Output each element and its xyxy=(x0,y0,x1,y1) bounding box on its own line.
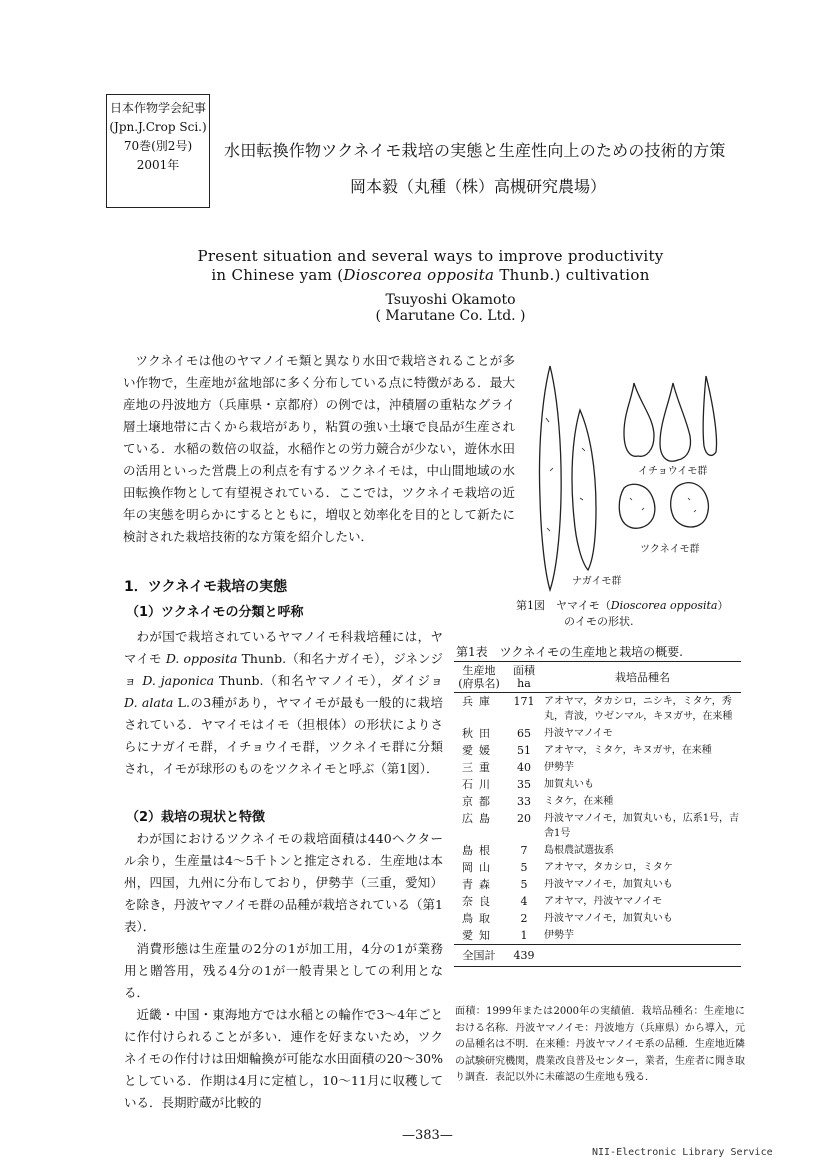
header-variety: 栽培品種名 xyxy=(544,662,741,693)
table-body xyxy=(454,693,741,967)
cell-pref: 鳥取 xyxy=(462,912,496,925)
journal-citation-box xyxy=(106,94,210,208)
cultivation-paragraph-2: 消費形態は生産量の2分の1が加工用，4分の1が業務用と贈答用，残る4分の1が一般青果としての利用となる． xyxy=(124,941,443,1000)
cell-area: 20 xyxy=(517,812,531,825)
label-tsukune-group: ツクネイモ群 xyxy=(640,544,700,555)
cell-pref: 京都 xyxy=(462,795,496,808)
cell-area: 4 xyxy=(520,895,528,908)
author-affiliation-jp: 岡本毅（丸種（株）高槻研究農場） xyxy=(350,177,607,196)
production-table xyxy=(454,661,741,967)
cell-variety: 丹波ヤマノイモ，加賀丸いも，広系1号，吉舎1号 xyxy=(544,813,740,839)
yam-shapes-figure xyxy=(520,358,752,598)
cell-variety: ミタケ，在来種 xyxy=(544,796,614,807)
label-naga-group: ナガイモ群 xyxy=(572,576,622,587)
icho-tuber-3 xyxy=(703,376,716,455)
table-row xyxy=(454,927,741,945)
table-row xyxy=(454,893,741,910)
affiliation-en: ( Marutane Co. Ltd. ) xyxy=(375,308,526,324)
cell-area: 33 xyxy=(517,795,531,808)
cell-pref: 兵庫 xyxy=(462,695,496,708)
intro-paragraph: ツクネイモは他のヤマノイモ類と異なり水田で栽培されることが多い作物で，生産地が盆地部に多く分布している点に特徴がある．最大産地の丹波地方（兵庫県・京都府）の例では，沖積層の重粘なグライ層土壌地帯に古くから栽培があり，粘質の強い土壌で良品が生産されている．水稲の数倍の収益，水稲作との労力競合が少ない，遊休水田の活用といった営農上の利点を有するツクネイモは，中山間地域の水田転換作物として有望視されている．ここでは，ツクネイモ栽培の近年の実態を明らかにするとともに，増収と効率化を目的として新たに検討された栽培技術的な方策を紹介したい． xyxy=(123,353,515,544)
cell-area: 65 xyxy=(517,727,531,740)
footer-service: NII-Electronic Library Service xyxy=(592,1147,773,1158)
cell-variety: アオヤマ，丹波ヤマノイモ xyxy=(544,896,663,907)
tsukune-tuber-1 xyxy=(619,484,655,528)
table-row xyxy=(454,859,741,876)
journal-name-en: (Jpn.J.Crop Sci.) xyxy=(109,120,207,134)
cell-variety: 伊勢芋 xyxy=(544,762,574,773)
table-row xyxy=(454,693,741,726)
cell-variety: 伊勢芋 xyxy=(544,930,574,941)
cell-area: 439 xyxy=(504,945,544,967)
journal-year: 2001年 xyxy=(136,158,180,172)
cell-variety: 丹波ヤマノイモ xyxy=(544,728,613,739)
cell-area: 35 xyxy=(517,778,531,791)
icho-tuber-1 xyxy=(624,383,654,456)
cell-area: 5 xyxy=(520,861,528,874)
cell-area: 171 xyxy=(513,695,535,708)
cell-variety: 丹波ヤマノイモ，加賀丸いも xyxy=(544,913,673,924)
table-row xyxy=(454,793,741,810)
cell-variety: 丹波ヤマノイモ，加賀丸いも xyxy=(544,879,673,890)
figure-caption: 第1図 ヤマイモ（Dioscorea opposita） のイモの形状. xyxy=(516,599,729,628)
cell-pref: 石川 xyxy=(462,778,496,791)
cell-area: 1 xyxy=(520,929,528,942)
tsukune-tuber-2 xyxy=(671,483,709,527)
table-row xyxy=(454,776,741,793)
cell-variety: アオヤマ，タカシロ，ニシキ，ミタケ，秀丸，青波，ウゼンマル，キヌガサ，在来種 xyxy=(544,696,733,722)
cell-variety xyxy=(544,945,741,967)
header-prefecture: 生産地 (府県名) xyxy=(454,662,504,693)
cell-area: 2 xyxy=(520,912,528,925)
table-row xyxy=(454,810,741,842)
cell-variety: 加賀丸いも xyxy=(544,779,594,790)
cell-area: 40 xyxy=(517,761,531,774)
cell-variety: アオヤマ，ミタケ，キヌガサ，在来種 xyxy=(544,745,712,756)
classification-paragraph: わが国で栽培されているヤマノイモ科栽培種には，ヤマイモ D. opposita Thunb.（和名ナガイモ），ジネンジョ D. japonica Thunb.（和名ヤマノイモ），ダイジョ D. alata L.の3種があり，ヤマイモが最も一般的に栽培されている．ヤマイモはイモ（担根体）の形状によりさらにナガイモ群，イチョウイモ群，ツクネイモ群に分類され，イモが球形のものをツクネイモと呼ぶ（第1図）． xyxy=(124,629,443,776)
paper-title-jp: 水田転換作物ツクネイモ栽培の実態と生産性向上のための技術的方策 xyxy=(224,141,726,160)
icho-tuber-2 xyxy=(660,383,691,461)
cell-area: 5 xyxy=(520,878,528,891)
table-row xyxy=(454,910,741,927)
cultivation-paragraph-1: わが国におけるツクネイモの栽培面積は440ヘクタール余り，生産量は4～5千トンと推定される．生産地は本州，四国，九州に分布しており，伊勢芋（三重，愛知）を除き，丹波ヤマノイモ群の品種が栽培されている（第1表）． xyxy=(124,831,443,934)
section-heading: 1．ツクネイモ栽培の実態 xyxy=(124,579,288,595)
cell-pref: 岡山 xyxy=(462,861,496,874)
table-row xyxy=(454,876,741,893)
cell-pref: 島根 xyxy=(462,844,496,857)
cell-pref: 愛知 xyxy=(462,929,496,942)
table-row xyxy=(454,759,741,776)
header-area: 面積 ha xyxy=(504,662,544,693)
table-note: 面積：1999年または2000年の実績値．栽培品種名：生産地における名称．丹波ヤマノイモ：丹波地方（兵庫県）から導入，元の品種名は不明．在来種：丹波ヤマノイモ系の品種．生産地近隣の試験研究機関，農業改良普及センター，業者，生産者に聞き取り調査．表記以外に未確認の生産地も残る． xyxy=(455,1006,745,1083)
cell-pref: 奈良 xyxy=(462,895,496,908)
table-header-row xyxy=(454,662,741,693)
paper-title-en-line1: Present situation and several ways to improve productivity xyxy=(197,247,664,265)
table-row xyxy=(454,842,741,859)
table-total-row xyxy=(454,945,741,967)
page-number: —383— xyxy=(402,1128,453,1143)
subsection-heading-2: （2）栽培の現状と特徴 xyxy=(126,810,266,825)
table-row xyxy=(454,742,741,759)
yam-shapes-illustration xyxy=(520,358,752,598)
cell-pref: 青森 xyxy=(462,878,496,891)
paper-title-en-line2: in Chinese yam (Dioscorea opposita Thunb.) cultivation xyxy=(211,266,650,284)
subsection-heading-1: （1）ツクネイモの分類と呼称 xyxy=(126,605,304,620)
cell-area: 51 xyxy=(517,744,531,757)
author-en: Tsuyoshi Okamoto xyxy=(385,292,516,308)
cell-pref: 全国計 xyxy=(454,945,504,967)
label-icho-group: イチョウイモ群 xyxy=(638,466,708,477)
cell-variety: アオヤマ，タカシロ，ミタケ xyxy=(544,862,673,873)
cultivation-paragraphs xyxy=(124,828,443,1114)
cell-pref: 三重 xyxy=(462,761,496,774)
cell-area: 7 xyxy=(520,844,528,857)
journal-volume: 70巻(別2号) xyxy=(123,139,193,153)
nagaimo-tuber-2 xyxy=(572,410,596,570)
table-row xyxy=(454,725,741,742)
nagaimo-long-tuber xyxy=(539,366,561,590)
cultivation-paragraph-3: 近畿・中国・東海地方では水稲との輪作で3～4年ごとに作付けられることが多い．連作を好まないため，ツクネイモの作付けは田畑輪換が可能な水田面積の20～30%としている．作期は4月に定植し，10～11月に収穫している．長期貯蔵が比較的 xyxy=(124,1007,443,1110)
journal-name: 日本作物学会紀事 xyxy=(109,101,206,115)
cell-pref: 愛媛 xyxy=(462,744,496,757)
cell-pref: 秋田 xyxy=(462,727,496,740)
cell-pref: 広島 xyxy=(462,812,496,825)
cell-variety: 島根農試選抜系 xyxy=(544,845,614,856)
table-title: 第1表 ツクネイモの生産地と栽培の概要. xyxy=(456,645,683,659)
